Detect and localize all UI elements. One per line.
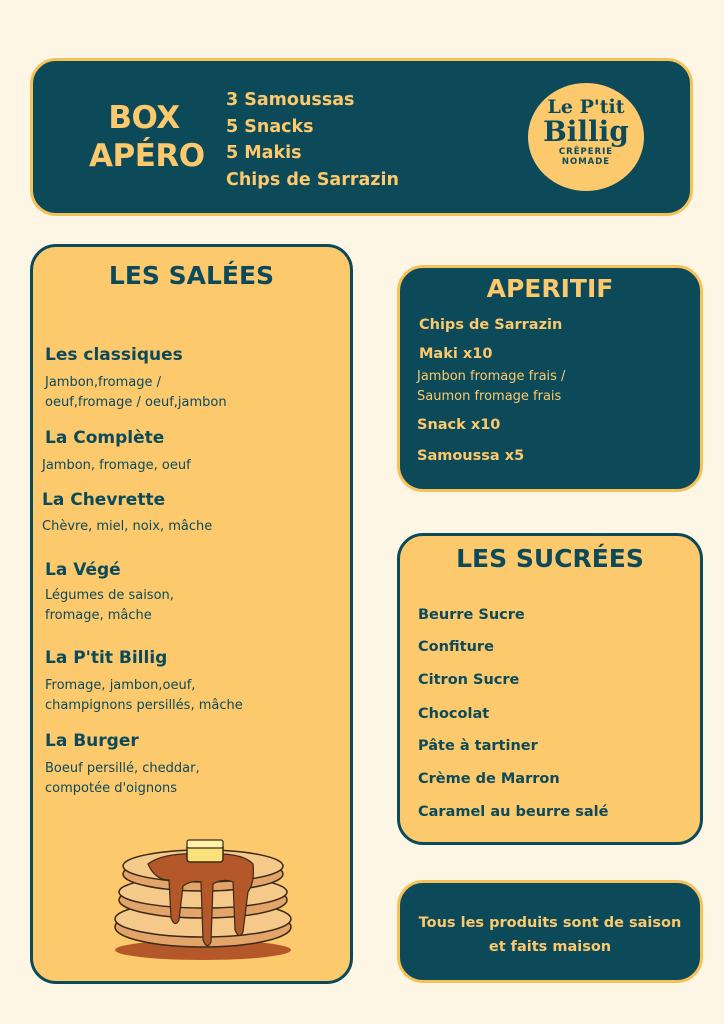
aperitif-item: Chips de Sarrazin	[419, 317, 563, 333]
salee-name: La Burger	[45, 731, 139, 751]
box-title-line1: BOX	[108, 100, 180, 136]
note-line2: et faits maison	[488, 939, 612, 955]
sucree-item: Pâte à tartiner	[418, 738, 538, 754]
box-apero-panel	[30, 58, 693, 216]
sucrees-panel	[397, 533, 703, 845]
salee-desc-line: Légumes de saison,	[45, 588, 174, 603]
sucree-item: Crème de Marron	[418, 771, 560, 787]
salee-desc-line: Boeuf persillé, cheddar,	[45, 761, 200, 776]
salee-desc-line: champignons persillés, mâche	[45, 698, 243, 713]
sucree-item: Chocolat	[418, 706, 490, 722]
list-item: 5 Snacks	[226, 116, 314, 137]
aperitif-panel	[397, 265, 703, 492]
sucree-item: Beurre Sucre	[418, 607, 525, 623]
salee-name: Les classiques	[45, 345, 183, 365]
sucree-item: Confiture	[418, 639, 494, 655]
aperitif-item: Snack x10	[417, 417, 501, 433]
salee-desc-line: fromage, mâche	[45, 608, 152, 623]
aperitif-desc-line: Saumon fromage frais	[417, 389, 562, 404]
note-line1: Tous les produits sont de saison	[418, 915, 682, 931]
aperitif-item: Maki x10	[419, 346, 493, 362]
salee-name: La Complète	[45, 428, 165, 448]
brand-logo	[528, 83, 644, 191]
aperitif-title: APERITIF	[486, 274, 614, 303]
salee-desc-line: Chèvre, miel, noix, mâche	[42, 519, 213, 534]
list-item: 5 Makis	[226, 143, 302, 163]
salee-name: La P'tit Billig	[45, 648, 168, 668]
aperitif-desc-line: Jambon fromage frais /	[417, 369, 566, 384]
sucrees-title: LES SUCRÉES	[456, 544, 644, 573]
aperitif-desc	[417, 367, 565, 407]
salee-desc	[45, 676, 243, 716]
logo-line2: Billig	[543, 115, 629, 148]
salee-desc-line: oeuf,fromage / oeuf,jambon	[45, 395, 227, 410]
box-title-line2: APÉRO	[89, 138, 205, 174]
salee-desc-line: Fromage, jambon,oeuf,	[45, 678, 196, 693]
list-item: Chips de Sarrazin	[226, 169, 399, 190]
salee-desc	[42, 456, 191, 476]
logo-line4: NOMADE	[561, 157, 611, 167]
salees-title: LES SALÉES	[108, 261, 275, 290]
note-text	[410, 911, 690, 959]
logo-line3: CRÊPERIE	[558, 147, 614, 157]
pancake-stack-icon	[103, 822, 293, 962]
salee-name: La Chevrette	[42, 490, 166, 510]
aperitif-item: Samoussa x5	[417, 448, 525, 464]
salee-desc	[45, 759, 200, 799]
logo-line1: Le P'tit	[547, 96, 625, 118]
list-item: 3 Samoussas	[226, 90, 355, 110]
salee-name: La Végé	[45, 560, 121, 580]
salee-desc-line: Jambon, fromage, oeuf	[42, 458, 191, 473]
salees-panel	[30, 244, 353, 984]
salee-desc-line: compotée d'oignons	[45, 781, 178, 796]
salee-desc	[42, 517, 212, 537]
sucree-item: Citron Sucre	[418, 672, 520, 688]
salee-desc-line: Jambon,fromage /	[45, 375, 162, 390]
sucree-item: Caramel au beurre salé	[418, 804, 609, 820]
box-apero-title	[89, 99, 205, 175]
note-panel	[397, 880, 703, 983]
salee-desc	[45, 586, 174, 626]
salee-desc	[45, 373, 227, 413]
box-apero-list	[226, 87, 399, 193]
